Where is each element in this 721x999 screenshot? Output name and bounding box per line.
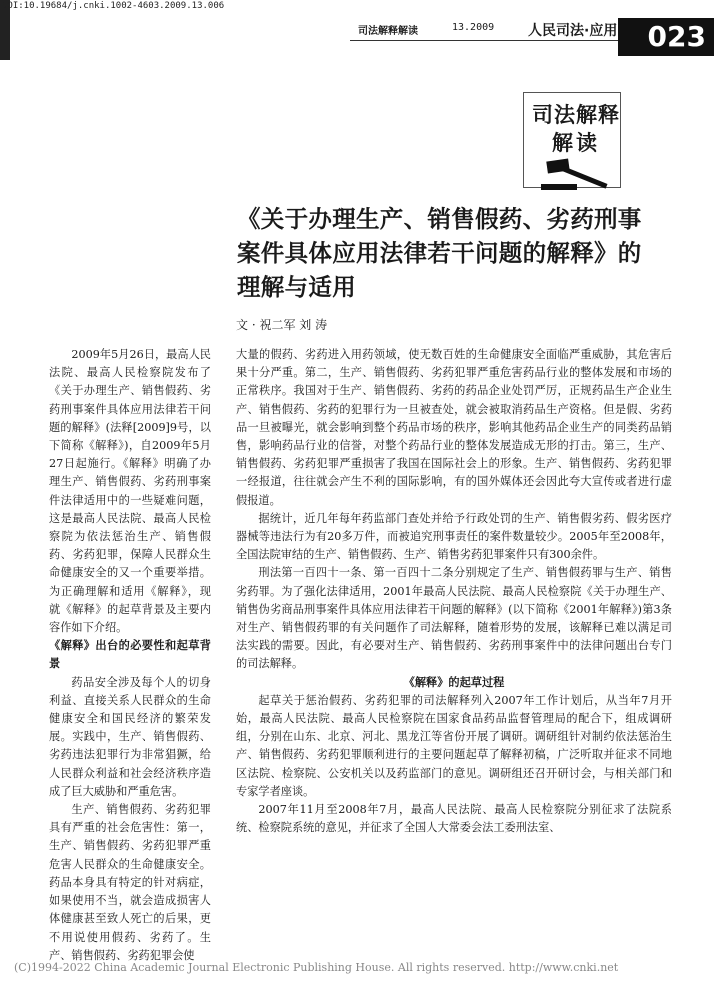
- section-heading: 《解释》出台的必要性和起草背景: [49, 639, 211, 671]
- copyright-footer: (C)1994-2022 China Academic Journal Electronic Publishing House. All rights reserved. http://www.cnki.net: [14, 961, 619, 974]
- paragraph: 刑法第一百四十一条、第一百四十二条分别规定了生产、销售假药罪与生产、销售劣药罪。为了强化法律适用，2001年最高人民法院、最高人民检察院《关于办理生产、销售伪劣商品刑事案件具体应用法律若干问题的解释》(以下简称《2001年解释》)第3条对生产、销售假药罪的有关问题作了司法解释，随着形势的发展，该解释已难以满足司法实践的需要。因此，有必要对生产、销售假药、劣药刑事案件中的法律问题出台专门的司法解释。: [236, 566, 672, 671]
- section-heading: 《解释》的起草过程: [403, 675, 505, 689]
- paragraph: 起草关于惩治假药、劣药犯罪的司法解释列入2007年工作计划后，从当年7月开始，最高人民法院、最高人民检察院在国家食品药品监督管理局的配合下，组成调研组，分别在山东、北京、河北、黑龙江等省份开展了调研。调研组针对制约依法惩治生产、销售假药、劣药犯罪顺利进行的主要问题起草了解释初稿，广泛听取并征求不同地区法院、检察院、公安机关以及药监部门的意见。调研组还召开研讨会，与相关部门和专家学者座谈。: [236, 693, 672, 798]
- paragraph: 生产、销售假药、劣药犯罪具有严重的社会危害性：第一，生产、销售假药、劣药犯罪严重危害人民群众的生命健康安全。药品本身具有特定的针对病症，如果使用不当，就会造成损害人体健康甚至致人死亡的后果，更不用说使用假药、劣药了。生产、销售假药、劣药犯罪会使: [49, 803, 211, 962]
- doi-label: DOI:10.19684/j.cnki.1002-4603.2009.13.006: [2, 1, 225, 11]
- paragraph: 大量的假药、劣药进入用药领域，使无数百姓的生命健康安全面临严重威胁，其危害后果十分严重。第二，生产、销售假药、劣药犯罪严重危害药品行业的整体发展和市场的正常秩序。我国对于生产、销售假药、劣药的药品企业处罚严厉，正规药品生产企业生产、销售假药、劣药的犯罪行为一旦被查处，就会被取消药品生产资格。但是假、劣药品一旦被曝光，就会影响到整个药品市场的秩序，影响其他药品企业生产的同类药品销售，影响药品行业的信誉，对整个药品行业的整体发展造成无形的打击。第三，生产、销售假药、劣药犯罪严重损害了我国在国际社会上的形象。生产、销售假药、劣药犯罪一经报道，往往就会产生不利的国际影响，有的国外媒体还会因此夸大宣传或者进行虚假报道。: [236, 348, 672, 507]
- paragraph: 据统计，近几年每年药监部门查处并给予行政处罚的生产、销售假劣药、假劣医疗器械等违法行为有20多万件，而被追究刑事责任的案件数量较少。2005年至2008年，全国法院审结的生产、销售假药、生产、销售劣药犯罪案件只有300余件。: [236, 511, 672, 562]
- article-title: 《关于办理生产、销售假药、劣药刑事案件具体应用法律若干问题的解释》的理解与适用: [237, 205, 642, 301]
- badge-line1: 司法解释: [532, 103, 620, 127]
- paragraph: 2009年5月26日，最高人民法院、最高人民检察院发布了《关于办理生产、销售假药、劣药刑事案件具体应用法律若干问题的解释》(法释[2009]9号，以下简称《解释》)，自2009年5月27日起施行。《解释》明确了办理生产、销售假药、劣药刑事案件法律适用中的一些疑难问题，这是最高人民法院、最高人民检察院为依法惩治生产、销售假药、劣药犯罪，保障人民群众生命健康安全的又一个重要举措。为正确理解和适用《解释》，现就《解释》的起草背景及主要内容作如下介绍。: [49, 348, 211, 635]
- author-line: 文 · 祝二军 刘 涛: [236, 318, 328, 332]
- page-number: 023: [618, 18, 714, 56]
- gavel-icon: [541, 152, 615, 192]
- section-label: 司法解释解读: [358, 26, 418, 37]
- right-column: [236, 346, 672, 837]
- journal-name: 人民司法·应用: [528, 23, 618, 39]
- badge-line2: 解读: [552, 131, 600, 155]
- header-rule: [350, 40, 618, 41]
- paragraph: 药品安全涉及每个人的切身利益、直接关系人民群众的生命健康安全和国民经济的繁荣发展。实践中，生产、销售假药、劣药违法犯罪行为非常猖獗，给人民群众利益和社会经济秩序造成了巨大威胁和严重危害。: [49, 675, 211, 798]
- paragraph: 2007年11月至2008年7月，最高人民法院、最高人民检察院分别征求了法院系统、检察院系统的意见，并征求了全国人大常委会法工委刑法室、: [236, 803, 672, 835]
- issue-label: 13.2009: [452, 22, 495, 33]
- left-column: [49, 346, 211, 965]
